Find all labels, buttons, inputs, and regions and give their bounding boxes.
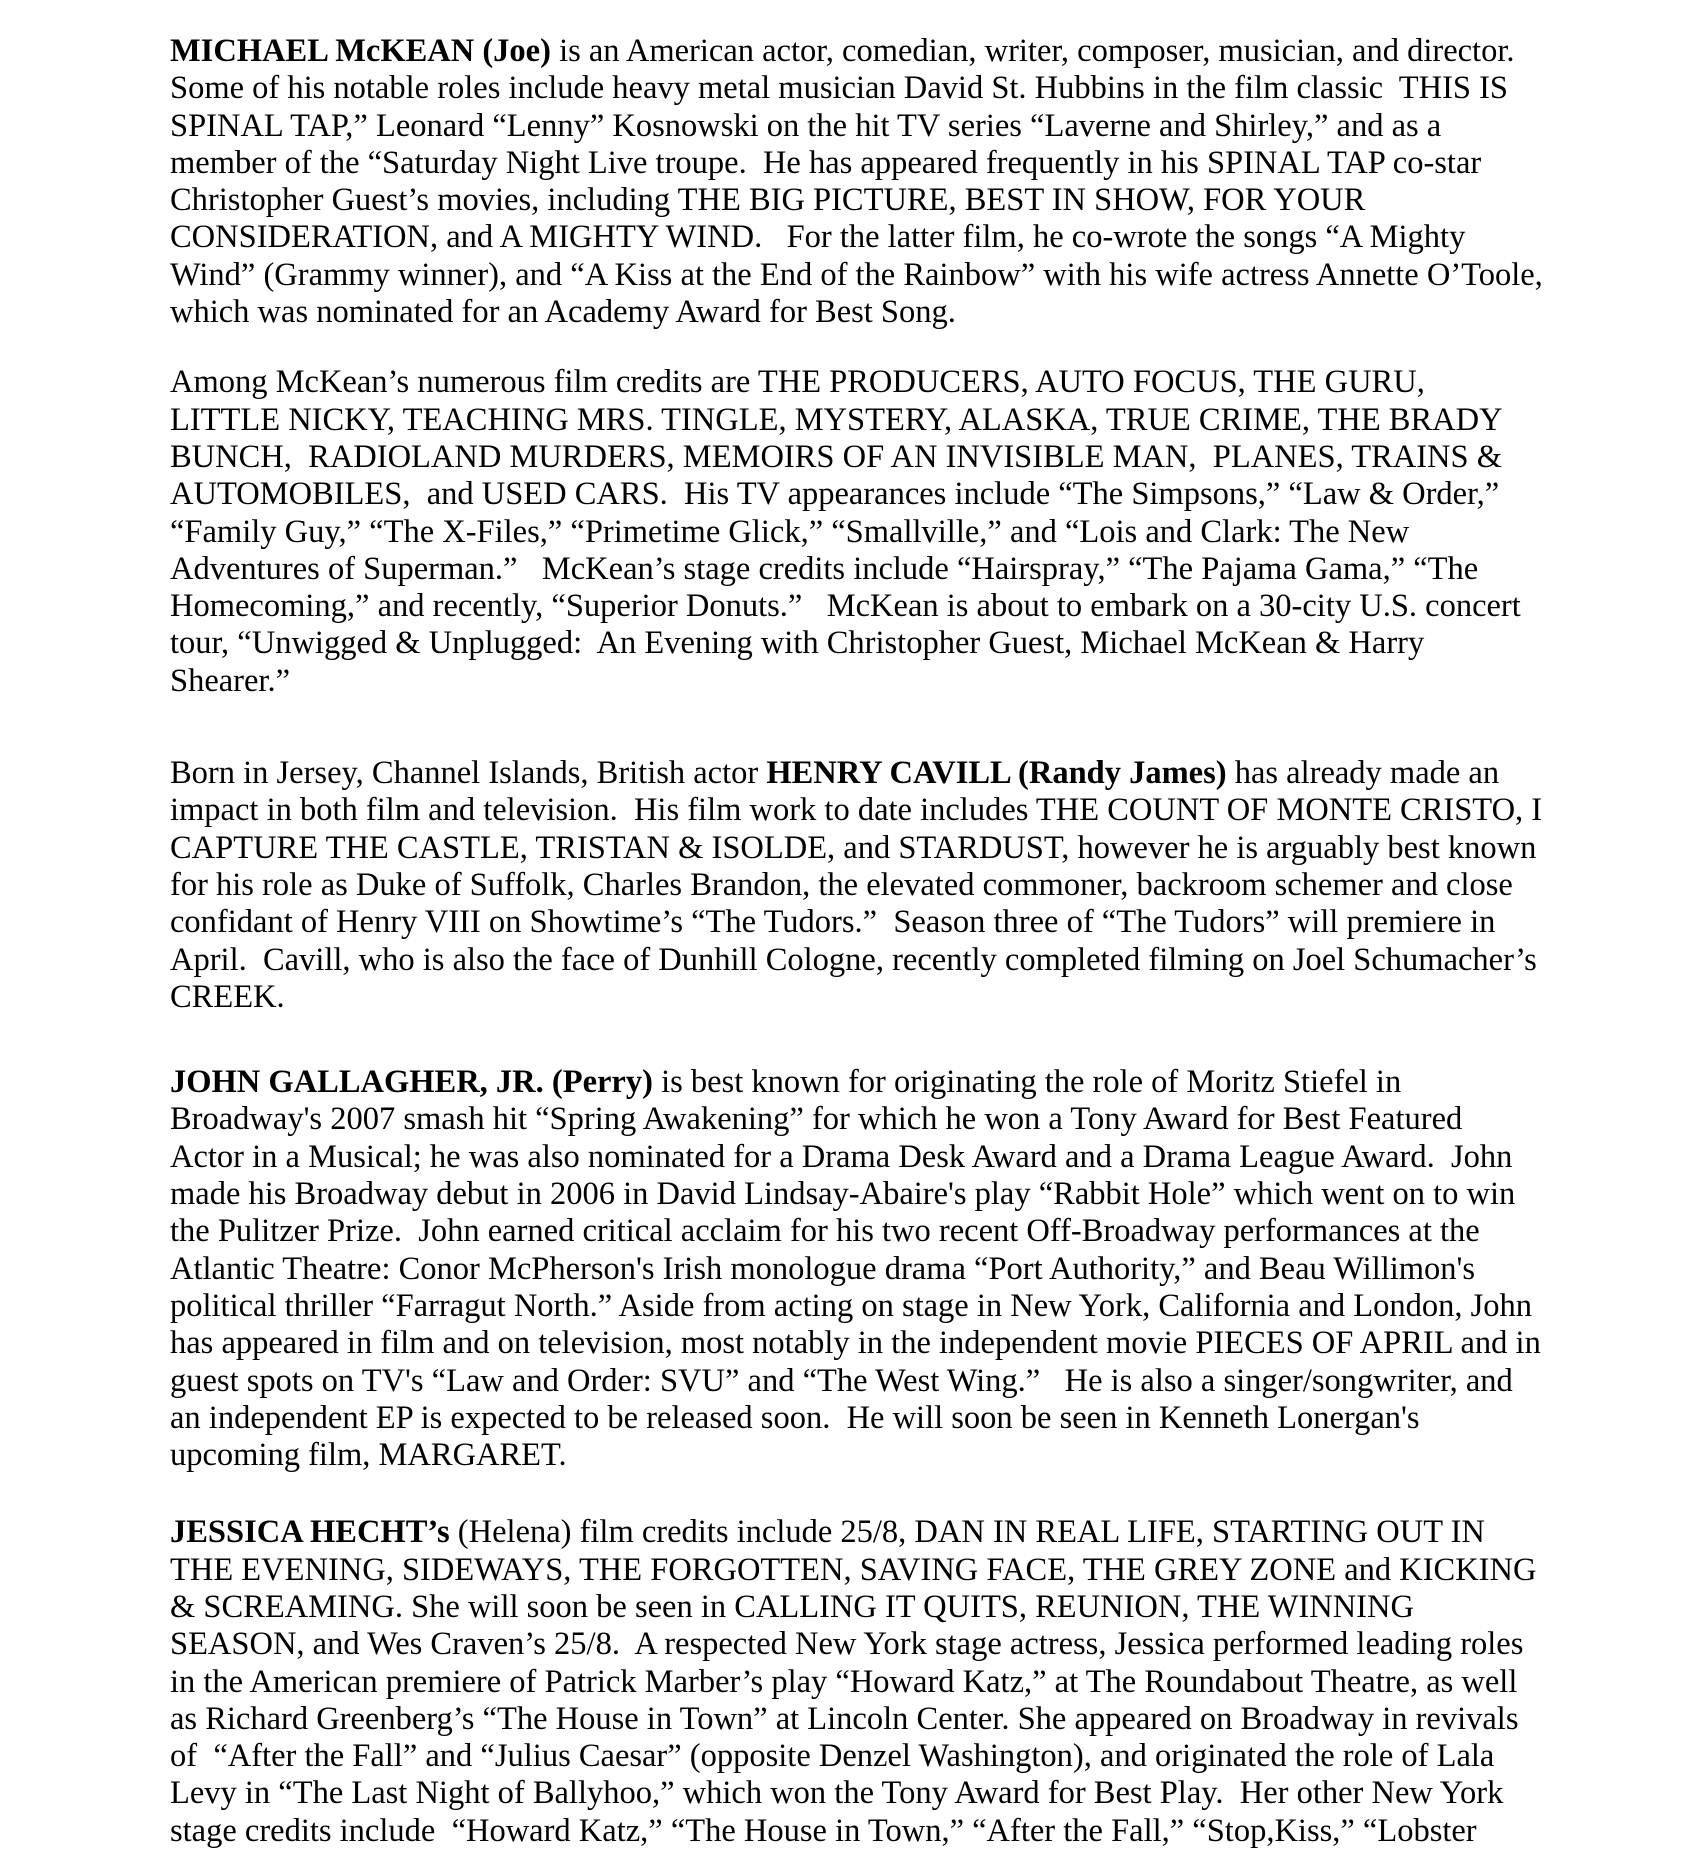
text-line [170, 402, 1543, 439]
text-run: Homecoming,” and recently, “Superior Donuts.” McKean is about to embark on a 30-city U.S. concert [170, 588, 1521, 625]
text-run: Some of his notable roles include heavy metal musician David St. Hubbins in the film classic THIS IS [170, 70, 1509, 107]
text-line [170, 1251, 1543, 1288]
text-run: has appeared in film and on television, most notably in the independent movie PIECES OF APRIL and in [170, 1325, 1541, 1362]
text-line [170, 942, 1543, 979]
bold-text-run: JOHN GALLAGHER, JR. (Perry) [170, 1064, 653, 1101]
text-line [170, 219, 1543, 256]
text-line [170, 1101, 1543, 1138]
text-line [170, 1064, 1543, 1101]
text-line [170, 364, 1543, 401]
document-body [170, 33, 1543, 1850]
text-run: LITTLE NICKY, TEACHING MRS. TINGLE, MYSTERY, ALASKA, TRUE CRIME, THE BRADY [170, 401, 1503, 438]
text-line [170, 1589, 1543, 1626]
text-run: Broadway's 2007 smash hit “Spring Awakening” for which he won a Tony Award for Best Featured [170, 1101, 1463, 1138]
paragraph-michael-mckean-bio [170, 33, 1543, 331]
text-line [170, 1288, 1543, 1325]
text-line [170, 1664, 1543, 1701]
text-line [170, 1552, 1543, 1589]
paragraph-john-gallagher-bio [170, 1064, 1543, 1474]
text-line [170, 257, 1543, 294]
text-run: SEASON, and Wes Craven’s 25/8. A respected New York stage actress, Jessica performed leading roles [170, 1626, 1524, 1663]
text-line [170, 663, 1543, 700]
text-line [170, 439, 1543, 476]
text-run: CAPTURE THE CASTLE, TRISTAN & ISOLDE, and STARDUST, however he is arguably best known [170, 829, 1537, 866]
text-run: THE EVENING, SIDEWAYS, THE FORGOTTEN, SAVING FACE, THE GREY ZONE and KICKING [170, 1551, 1537, 1588]
text-line [170, 979, 1543, 1016]
text-run: confidant of Henry VIII on Showtime’s “The Tudors.” Season three of “The Tudors” will premiere in [170, 904, 1496, 941]
text-line [170, 145, 1543, 182]
text-line [170, 108, 1543, 145]
text-run: has already made an [1226, 755, 1500, 792]
text-run: & SCREAMING. She will soon be seen in CALLING IT QUITS, REUNION, THE WINNING [170, 1588, 1414, 1625]
text-line [170, 867, 1543, 904]
text-run: is an American actor, comedian, writer, composer, musician, and director. [550, 33, 1515, 69]
bold-text-run: JESSICA HECHT’s [170, 1514, 450, 1551]
text-line [170, 792, 1543, 829]
text-run: impact in both film and television. His film work to date includes THE COUNT OF MONTE CRISTO, I [170, 792, 1543, 829]
text-run: for his role as Duke of Suffolk, Charles Brandon, the elevated commoner, backroom schemer and close [170, 866, 1513, 903]
text-line [170, 476, 1543, 513]
text-line [170, 1213, 1543, 1250]
text-run: Levy in “The Last Night of Ballyhoo,” which won the Tony Award for Best Play. Her other New York [170, 1775, 1504, 1812]
paragraph-mckean-credits [170, 364, 1543, 700]
text-line [170, 830, 1543, 867]
text-run: Adventures of Superman.” McKean’s stage credits include “Hairspray,” “The Pajama Gama,” “The [170, 550, 1479, 587]
text-line [170, 625, 1543, 662]
text-run: (Helena) film credits include 25/8, DAN IN REAL LIFE, STARTING OUT IN [449, 1514, 1485, 1551]
text-line [170, 1325, 1543, 1362]
text-line [170, 588, 1543, 625]
text-run: BUNCH, RADIOLAND MURDERS, MEMOIRS OF AN INVISIBLE MAN, PLANES, TRAINS & [170, 438, 1503, 475]
text-run: upcoming film, MARGARET. [170, 1437, 567, 1474]
text-run: “Family Guy,” “The X-Files,” “Primetime Glick,” “Smallville,” and “Lois and Clark: The New [170, 513, 1410, 550]
text-line [170, 1813, 1543, 1850]
text-line [170, 70, 1543, 107]
text-run: which was nominated for an Academy Award for Best Song. [170, 294, 956, 331]
text-run: an independent EP is expected to be released soon. He will soon be seen in Kenneth Lonergan's [170, 1399, 1420, 1436]
paragraph-jessica-hecht-bio [170, 1514, 1543, 1850]
text-run: political thriller “Farragut North.” Aside from acting on stage in New York, California and London, John [170, 1287, 1533, 1324]
bold-text-run: HENRY CAVILL (Randy James) [766, 755, 1227, 792]
text-run: CONSIDERATION, and A MIGHTY WIND. For the latter film, he co-wrote the songs “A Mighty [170, 219, 1466, 256]
text-run: is best known for originating the role of Moritz Stiefel in [652, 1064, 1402, 1101]
text-line [170, 182, 1543, 219]
text-run: CREEK. [170, 978, 285, 1015]
text-run: member of the “Saturday Night Live troupe. He has appeared frequently in his SPINAL TAP co-star [170, 144, 1482, 181]
text-line [170, 1363, 1543, 1400]
bold-text-run: MICHAEL McKEAN (Joe) [170, 33, 551, 69]
text-run: Atlantic Theatre: Conor McPherson's Irish monologue drama “Port Authority,” and Beau Willimon's [170, 1250, 1476, 1287]
text-line [170, 1626, 1543, 1663]
text-line [170, 1139, 1543, 1176]
text-run: as Richard Greenberg’s “The House in Town” at Lincoln Center. She appeared on Broadway in revivals [170, 1700, 1519, 1737]
text-run: SPINAL TAP,” Leonard “Lenny” Kosnowski on the hit TV series “Laverne and Shirley,” and as a [170, 107, 1442, 144]
text-run: Christopher Guest’s movies, including THE BIG PICTURE, BEST IN SHOW, FOR YOUR [170, 182, 1366, 219]
text-run: Actor in a Musical; he was also nominated for a Drama Desk Award and a Drama League Award. John [170, 1138, 1513, 1175]
text-run: guest spots on TV's “Law and Order: SVU” and “The West Wing.” He is also a singer/songwriter, and [170, 1362, 1513, 1399]
paragraph-henry-cavill-bio [170, 755, 1543, 1016]
text-run: Shearer.” [170, 662, 291, 699]
text-run: Born in Jersey, Channel Islands, British actor [170, 755, 767, 792]
text-run: April. Cavill, who is also the face of Dunhill Cologne, recently completed filming on Joel Schumacher’s [170, 941, 1537, 978]
text-line [170, 1775, 1543, 1812]
text-run: AUTOMOBILES, and USED CARS. His TV appearances include “The Simpsons,” “Law & Order,” [170, 476, 1500, 513]
text-run: Among McKean’s numerous film credits are THE PRODUCERS, AUTO FOCUS, THE GURU, [170, 364, 1425, 401]
text-line [170, 294, 1543, 331]
text-line [170, 33, 1543, 70]
text-run: the Pulitzer Prize. John earned critical acclaim for his two recent Off-Broadway performances at the [170, 1213, 1480, 1250]
text-line [170, 514, 1543, 551]
text-line [170, 1176, 1543, 1213]
text-run: stage credits include “Howard Katz,” “The House in Town,” “After the Fall,” “Stop,Kiss,” “Lobster [170, 1812, 1477, 1849]
text-line [170, 1701, 1543, 1738]
text-run: in the American premiere of Patrick Marber’s play “Howard Katz,” at The Roundabout Theatre, as well [170, 1663, 1518, 1700]
text-run: tour, “Unwigged & Unplugged: An Evening with Christopher Guest, Michael McKean & Harry [170, 625, 1425, 662]
text-line [170, 755, 1543, 792]
text-line [170, 1514, 1543, 1551]
text-run: of “After the Fall” and “Julius Caesar” (opposite Denzel Washington), and originated the role of Lala [170, 1738, 1495, 1775]
text-line [170, 1400, 1543, 1437]
text-line [170, 1437, 1543, 1474]
text-run: made his Broadway debut in 2006 in David Lindsay-Abaire's play “Rabbit Hole” which went on to win [170, 1176, 1516, 1213]
text-line [170, 904, 1543, 941]
text-line [170, 1738, 1543, 1775]
text-line [170, 551, 1543, 588]
text-run: Wind” (Grammy winner), and “A Kiss at the End of the Rainbow” with his wife actress Annette O’Toole, [170, 256, 1543, 293]
